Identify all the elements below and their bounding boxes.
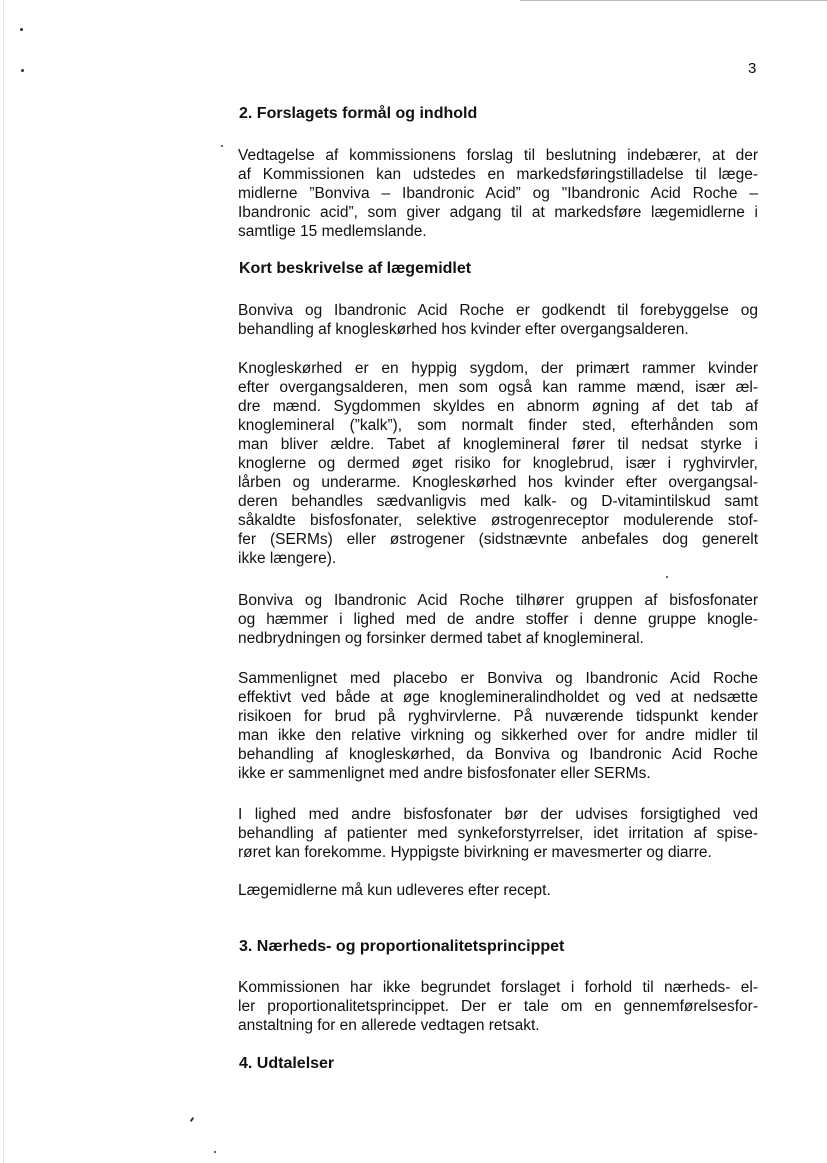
- text-line: knoglerne og dermed øget risiko for knoglebrud, især i ryghvirvler,: [238, 455, 758, 472]
- text-line: nedbrydningen og forsinker dermed tabet af knoglemineral.: [238, 630, 644, 647]
- text-line: deren behandles sædvanligvis med kalk- og D-vitamintilskud samt: [238, 493, 758, 510]
- section-2-heading: 2. Forslagets formål og indhold: [239, 105, 478, 122]
- text-line: I lighed med andre bisfosfonater bør der udvises forsigtighed ved: [238, 806, 758, 823]
- text-line: man bliver ældre. Tabet af knoglemineral fører til nedsat styrke i: [238, 436, 758, 453]
- text-line: behandling af patienter med synkeforstyrrelser, idet irritation af spise-: [238, 825, 758, 842]
- short-description-paragraph-5: [238, 805, 758, 862]
- scan-speck: [21, 69, 24, 72]
- text-line: såkaldte bisfosfonater, selektive østrogenreceptor modulerende stof-: [238, 512, 758, 529]
- scan-speck: [666, 576, 668, 578]
- section-2-paragraph-1: [238, 146, 758, 241]
- text-line: Kommissionen har ikke begrundet forslaget i forhold til nærheds- el-: [238, 979, 758, 996]
- text-line: behandling af knogleskørhed hos kvinder efter overgangsalderen.: [238, 321, 689, 338]
- text-line: Sammenlignet med placebo er Bonviva og Ibandronic Acid Roche: [238, 670, 758, 687]
- text-line: af Kommissionen kan udstedes en markedsføringstilladelse til læge-: [238, 166, 758, 183]
- text-line: fer (SERMs) eller østrogener (sidstnævnte anbefales dog generelt: [238, 531, 758, 548]
- short-description-paragraph-1: [238, 301, 758, 339]
- short-description-paragraph-2: [238, 359, 758, 568]
- section-4-heading: 4. Udtalelser: [239, 1055, 335, 1072]
- scan-speck: [221, 145, 223, 147]
- text-line: Bonviva og Ibandronic Acid Roche er godkendt til forebyggelse og: [238, 302, 758, 319]
- scan-speck: [214, 1151, 216, 1153]
- scan-speck: [20, 28, 23, 31]
- text-line: effektivt ved både at øge knoglemineralindholdet og ved at nedsætte: [238, 689, 758, 706]
- text-line: ler proportionalitetsprincippet. Der er tale om en gennemførelsesfor-: [238, 998, 758, 1015]
- text-line: røret kan forekomme. Hyppigste bivirkning er mavesmerter og diarre.: [238, 844, 712, 861]
- short-description-heading: Kort beskrivelse af lægemidlet: [239, 260, 472, 277]
- text-line: Vedtagelse af kommissionens forslag til beslutning indebærer, at der: [238, 147, 758, 164]
- text-line: ikke længere).: [238, 550, 337, 567]
- text-line: Bonviva og Ibandronic Acid Roche tilhører gruppen af bisfosfonater: [238, 592, 758, 609]
- short-description-paragraph-6: [238, 881, 758, 900]
- short-description-paragraph-4: [238, 669, 758, 783]
- text-line: behandling af knogleskørhed, da Bonviva og Ibandronic Acid Roche: [238, 746, 758, 763]
- text-line: samtlige 15 medlemslande.: [238, 223, 427, 240]
- text-line: ikke er sammenlignet med andre bisfosfonater eller SERMs.: [238, 765, 651, 782]
- text-line: Lægemidlerne må kun udleveres efter recept.: [238, 882, 551, 899]
- text-line: anstaltning for en allerede vedtagen retsakt.: [238, 1017, 540, 1034]
- scan-top-rule: [520, 0, 827, 1]
- short-description-paragraph-3: [238, 591, 758, 648]
- text-line: knoglemineral (”kalk”), som normalt finder sted, efterhånden som: [238, 417, 758, 434]
- text-line: og hæmmer i lighed med de andre stoffer i denne gruppe knogle-: [238, 611, 758, 628]
- text-line: midlerne ”Bonviva – Ibandronic Acid” og "Ibandronic Acid Roche –: [238, 185, 758, 202]
- scan-left-edge: [3, 0, 4, 1163]
- scan-speck: [190, 1117, 195, 1122]
- text-line: man ikke den relative virkning og sikkerhed over for andre midler til: [238, 727, 758, 744]
- text-line: Knogleskørhed er en hyppig sygdom, der primært rammer kvinder: [238, 360, 758, 377]
- text-line: Ibandronic acid”, som giver adgang til at markedsføre lægemidlerne i: [238, 204, 758, 221]
- text-line: dre mænd. Sygdommen skyldes en abnorm øgning af det tab af: [238, 398, 758, 415]
- text-line: efter overgangsalderen, men som også kan ramme mænd, især æl-: [238, 379, 758, 396]
- text-line: lårben og underarme. Knogleskørhed hos kvinder efter overgangsal-: [238, 474, 758, 491]
- text-line: risikoen for brud på ryghvirvlerne. På nuværende tidspunkt kender: [238, 708, 758, 725]
- section-3-paragraph-1: [238, 978, 758, 1035]
- section-3-heading: 3. Nærheds- og proportionalitetsprincippet: [239, 938, 565, 955]
- page-number: 3: [748, 60, 757, 77]
